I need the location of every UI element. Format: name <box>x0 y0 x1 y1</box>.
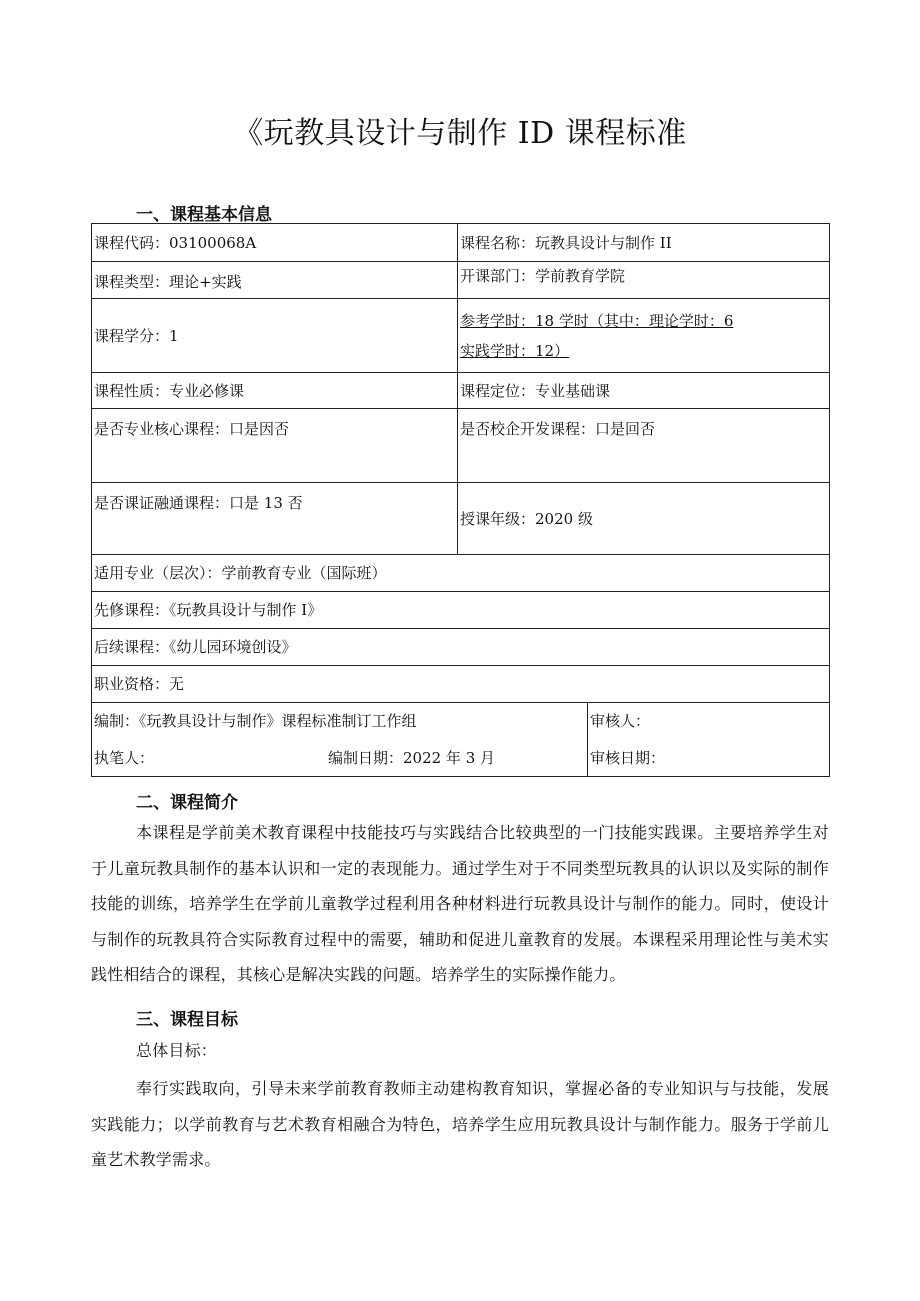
section-heading-intro: 二、课程简介 <box>136 793 238 813</box>
author-date-cell <box>92 740 588 777</box>
compiled-by-cell: 编制：《玩教具设计与制作》课程标准制订工作组 <box>92 703 588 740</box>
review-date-cell: 审核日期： <box>588 740 830 777</box>
core-course-cell: 是否专业核心课程：口是因否 <box>92 409 458 483</box>
course-info-table <box>91 223 830 777</box>
course-code-cell: 课程代码：03100068A <box>92 224 458 262</box>
course-positioning-cell: 课程定位：专业基础课 <box>458 373 830 409</box>
grade-cell: 授课年级：2020 级 <box>458 483 830 555</box>
section-heading-basic-info: 一、课程基本信息 <box>136 205 272 225</box>
course-name-cell: 课程名称：玩教具设计与制作 II <box>458 224 830 262</box>
goals-paragraph: 奉行实践取向，引导未来学前教育教师主动建构教育知识，掌握必备的专业知识与与技能，发展实践能力；以学前教育与艺术教育相融合为特色，培养学生应用玩教具设计与制作能力。服务于学前儿童艺术教学需求。 <box>91 1079 829 1169</box>
course-type-cell: 课程类型：理论+实践 <box>92 262 458 299</box>
intro-paragraph: 本课程是学前美术教育课程中技能技巧与实践结合比较典型的一门技能实践课。主要培养学生对于儿童玩教具制作的基本认识和一定的表现能力。通过学生对于不同类型玩教具的认识以及实际的制作技能的训练，培养学生在学前儿童教学过程利用各种材料进行玩教具设计与制作的能力。同时，使设计与制作的玩教具符合实际教育过程中的需要，辅助和促进儿童教育的发展。本课程采用理论性与美术实践性相结合的课程，其核心是解决实践的问题。培养学生的实际操作能力。 <box>91 823 829 984</box>
document-title: 《玩教具设计与制作 ID 课程标准 <box>233 116 687 151</box>
goals-subheading: 总体目标： <box>136 1041 218 1060</box>
prerequisite-cell: 先修课程：《玩教具设计与制作 I》 <box>92 592 830 629</box>
reviewer-cell: 审核人： <box>588 703 830 740</box>
cert-course-cell: 是否课证融通课程：口是 13 否 <box>92 483 458 555</box>
hours-line-1: 参考学时：18 学时（其中：理论学时：6 <box>460 311 734 330</box>
hours-line-2: 实践学时：12） <box>460 341 570 360</box>
section-heading-goals: 三、课程目标 <box>136 1010 238 1030</box>
school-enterprise-cell: 是否校企开发课程：口是回否 <box>458 409 830 483</box>
compile-date: 编制日期：2022 年 3 月 <box>328 748 496 767</box>
course-nature-cell: 课程性质：专业必修课 <box>92 373 458 409</box>
author-label: 执笔人： <box>94 748 155 767</box>
qualification-cell: 职业资格：无 <box>92 666 830 703</box>
follow-up-cell: 后续课程：《幼儿园环境创设》 <box>92 629 830 666</box>
major-cell: 适用专业（层次）：学前教育专业（国际班） <box>92 555 830 592</box>
department-cell: 开课部门：学前教育学院 <box>458 262 830 299</box>
credits-cell: 课程学分：1 <box>92 299 458 373</box>
hours-cell <box>458 299 830 373</box>
